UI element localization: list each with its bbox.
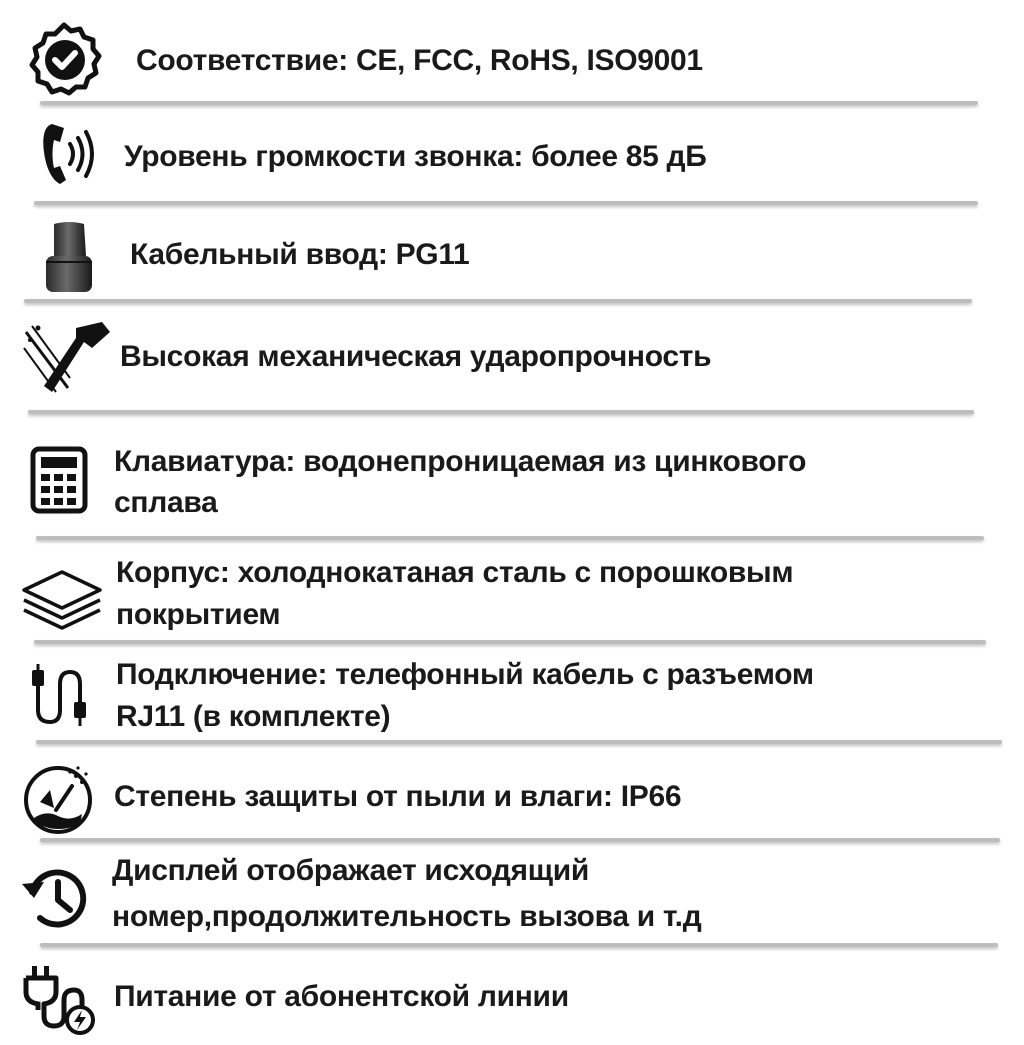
- feature-text: Соответствие: CE, FCC, RoHS, ISO9001: [136, 44, 703, 77]
- cable-connector-icon: [28, 662, 92, 728]
- divider: [40, 101, 978, 105]
- feature-text-line2: сплава: [114, 486, 218, 519]
- divider: [24, 299, 972, 303]
- feature-text: Уровень громкости звонка: более 85 дБ: [124, 140, 707, 173]
- divider: [36, 740, 1002, 744]
- divider: [28, 410, 974, 414]
- divider: [34, 640, 986, 644]
- feature-text-line1: Дисплей отображает исходящий: [112, 854, 590, 887]
- history-clock-icon: [20, 862, 92, 934]
- hammer-impact-icon: [22, 318, 114, 398]
- feature-text-line1: Корпус: холоднокатаная сталь с порошковым: [116, 556, 794, 589]
- keypad-icon: [30, 446, 88, 514]
- divider: [40, 838, 1000, 842]
- feature-text: Кабельный ввод: PG11: [130, 238, 470, 271]
- certified-check-icon: [26, 22, 102, 98]
- feature-text-line1: Подключение: телефонный кабель с разъемом: [116, 658, 814, 691]
- layers-icon: [20, 568, 104, 632]
- phone-ring-icon: [40, 118, 104, 190]
- feature-text-line2: номер,продолжительность вызова и т.д: [112, 900, 702, 933]
- ip-protection-icon: [20, 762, 96, 836]
- power-plug-icon: [22, 964, 98, 1036]
- divider: [36, 536, 984, 540]
- feature-text: Высокая механическая ударопрочность: [120, 340, 712, 373]
- divider: [34, 201, 978, 205]
- feature-text: Степень защиты от пыли и влаги: IP66: [114, 780, 682, 813]
- feature-text-line1: Клавиатура: водонепроницаемая из цинкового: [114, 445, 807, 478]
- feature-text-line2: RJ11 (в комплекте): [116, 700, 391, 733]
- feature-text: Питание от абонентской линии: [114, 980, 569, 1013]
- divider: [40, 943, 998, 947]
- feature-text-line2: покрытием: [116, 598, 281, 631]
- cable-gland-icon: [40, 220, 98, 296]
